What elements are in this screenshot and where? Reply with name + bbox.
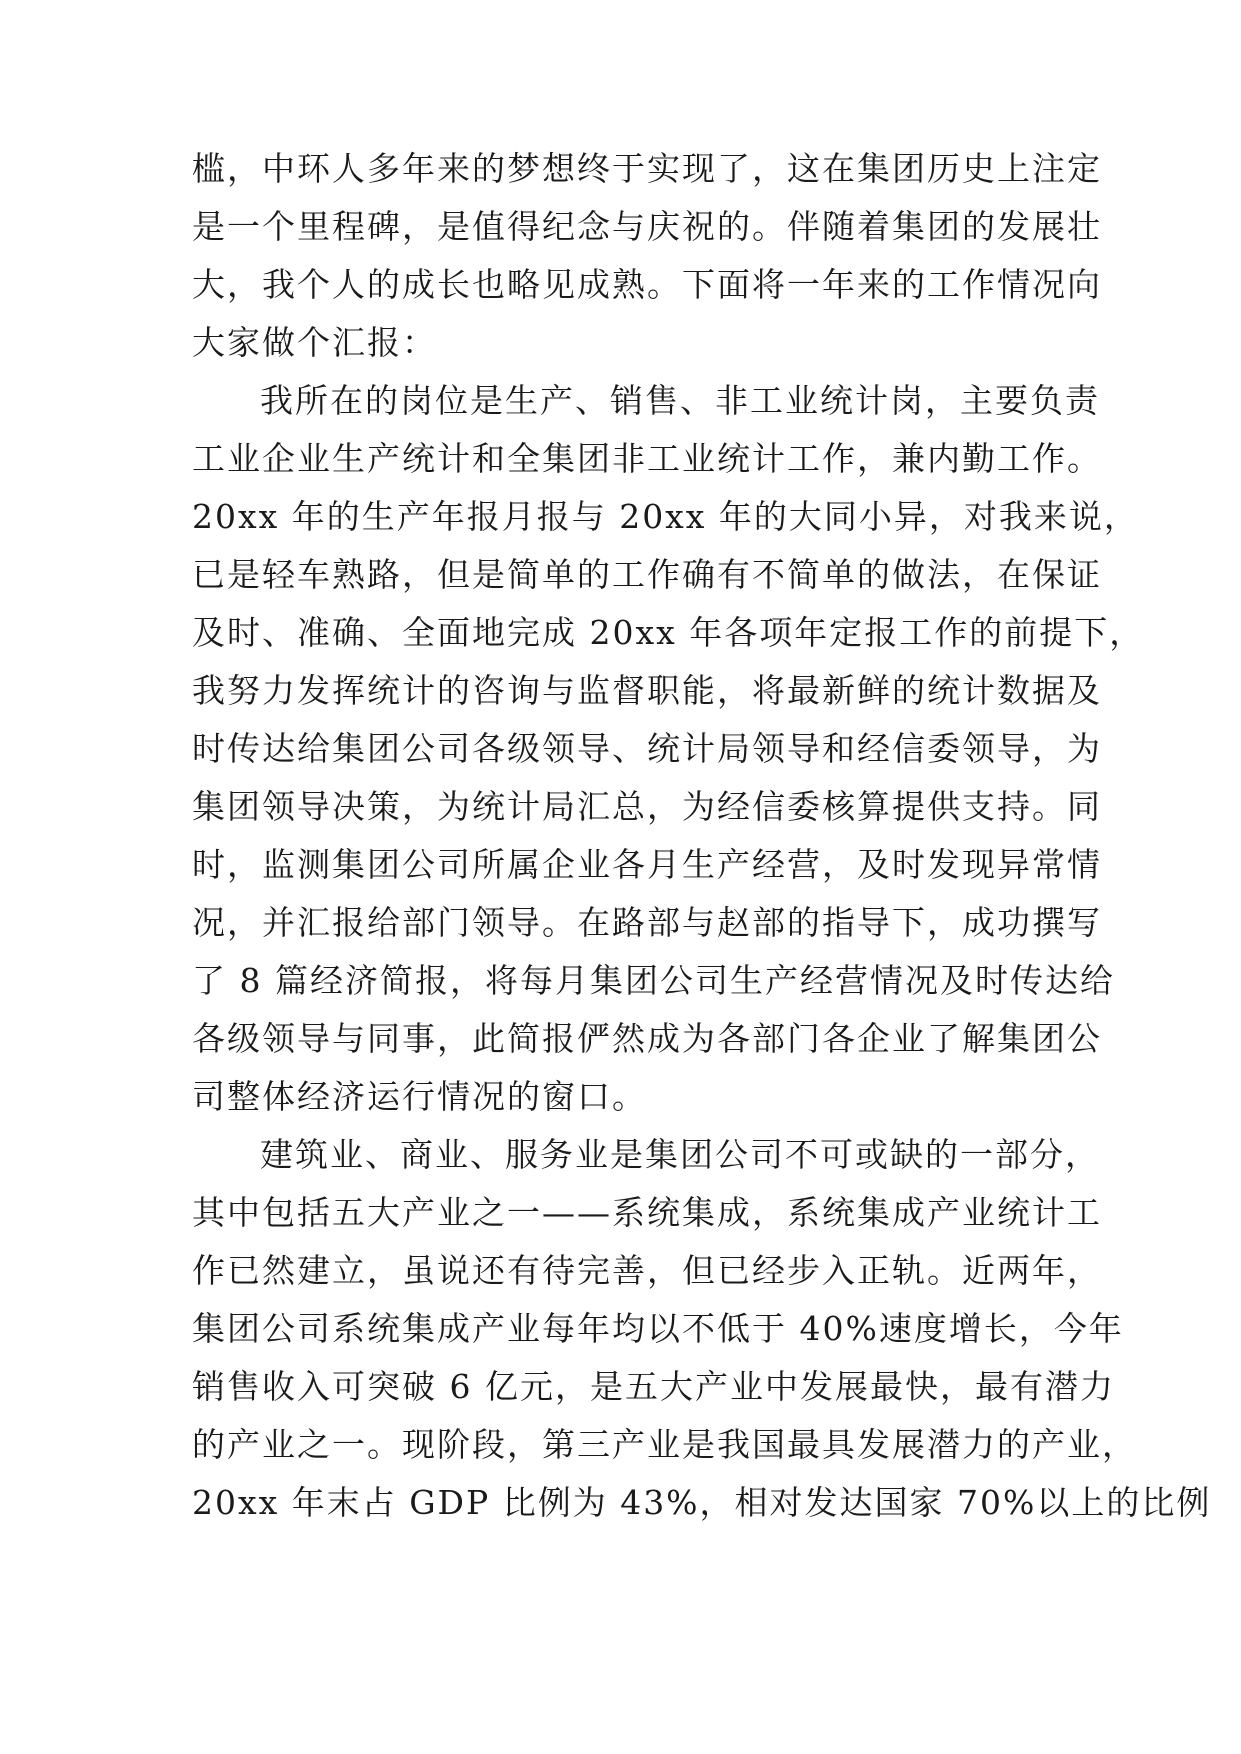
text-line: 集团公司系统集成产业每年均以不低于 40%速度增长，今年 <box>192 1309 1124 1348</box>
paragraph-2 <box>192 372 1145 1126</box>
text-line: 集团领导决策，为统计局汇总，为经信委核算提供支持。同 <box>192 787 1102 826</box>
text-line: 时传达给集团公司各级领导、统计局领导和经信委领导，为 <box>192 729 1102 768</box>
text-line: 我所在的岗位是生产、销售、非工业统计岗，主要负责 <box>260 381 1100 420</box>
text-line: 时，监测集团公司所属企业各月生产经营，及时发现异常情 <box>192 845 1102 884</box>
text-line: 槛，中环人多年来的梦想终于实现了，这在集团历史上注定 <box>192 149 1102 188</box>
text-line: 20xx 年末占 GDP 比例为 43%，相对发达国家 70%以上的比例 <box>192 1483 1212 1522</box>
text-line: 我努力发挥统计的咨询与监督职能，将最新鲜的统计数据及 <box>192 671 1102 710</box>
text-line: 司整体经济运行情况的窗口。 <box>192 1077 647 1116</box>
text-line: 的产业之一。现阶段，第三产业是我国最具发展潜力的产业， <box>192 1425 1137 1464</box>
text-line: 况，并汇报给部门领导。在路部与赵部的指导下，成功撰写 <box>192 903 1102 942</box>
paragraph-3 <box>192 1126 1212 1532</box>
text-line: 销售收入可突破 6 亿元，是五大产业中发展最快，最有潜力 <box>192 1367 1115 1406</box>
text-line: 工业企业生产统计和全集团非工业统计工作，兼内勤工作。 <box>192 439 1102 478</box>
document-body <box>192 140 1212 1532</box>
text-line: 建筑业、商业、服务业是集团公司不可或缺的一部分， <box>260 1135 1100 1174</box>
text-line: 了 8 篇经济简报，将每月集团公司生产经营情况及时传达给 <box>192 961 1115 1000</box>
text-line: 是一个里程碑，是值得纪念与庆祝的。伴随着集团的发展壮 <box>192 207 1102 246</box>
text-line: 已是轻车熟路，但是简单的工作确有不简单的做法，在保证 <box>192 555 1102 594</box>
text-line: 大，我个人的成长也略见成熟。下面将一年来的工作情况向 <box>192 265 1102 304</box>
text-line: 各级领导与同事，此简报俨然成为各部门各企业了解集团公 <box>192 1019 1102 1058</box>
text-line: 作已然建立，虽说还有待完善，但已经步入正轨。近两年， <box>192 1251 1102 1290</box>
text-line: 20xx 年的生产年报月报与 20xx 年的大同小异，对我来说， <box>192 497 1139 536</box>
text-line: 大家做个汇报： <box>192 323 437 362</box>
paragraph-1 <box>192 140 1102 372</box>
text-line: 及时、准确、全面地完成 20xx 年各项年定报工作的前提下， <box>192 613 1145 652</box>
text-line: 其中包括五大产业之一——系统集成，系统集成产业统计工 <box>192 1193 1102 1232</box>
